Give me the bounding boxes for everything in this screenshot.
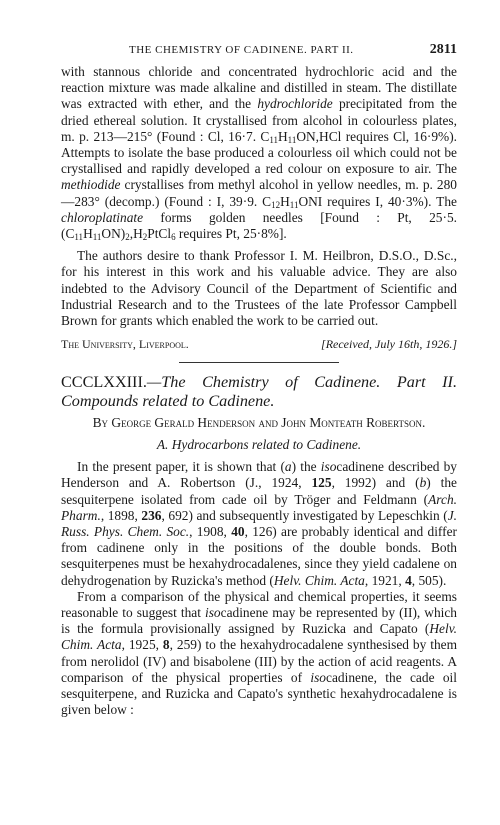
- section-heading: A. Hydrocarbons related to Cadinene.: [156, 437, 362, 453]
- intro-paragraph: In the present paper, it is shown that (a) the isocadinene described by Henderson and A. Robertson (J., 1924, 125, 1992) and (b) the sesquiterpene isolated from cade oil by Tröger and Feldmann (Arch. Pharm., 1898, 236, 692) and subsequently investigated by Lepeschkin (J. Russ. Phys. Chem. Soc., 1908, 40, 126) are probably identical and differ from cadinene only in the positions of the double bonds. Both sesquiterpenes must be hexahydrocadalenes, since they yield cadalene on dehydrogenation by Ruzicka's method (Helv. Chim. Acta, 1921, 4, 505).: [61, 459, 458, 588]
- signoff: [61, 337, 457, 352]
- acknowledgements-paragraph: The authors desire to thank Professor I. M. Heilbron, D.S.O., D.Sc., for his interest in this work and his valuable advice. They are also indebted to the Advisory Council of the Department of Scientific and Industrial Research and to the Trustees of the late Professor Campbell Brown for grants which enabled the work to be carried out.: [61, 248, 457, 329]
- section-divider: [179, 362, 339, 363]
- article-number: CCCLXXIII.: [61, 373, 147, 392]
- page-number: 2811: [429, 42, 457, 57]
- paragraph-continued: with stannous chloride and concentrated hydrochloric acid and the reaction mixture was made alkaline and distilled in steam. The distillate was extracted with ether, and the hydrochloride precipitated from the dried ethereal solution. It crystallised from alcohol in colourless plates, m. p. 213—215° (Found : Cl, 16·7. $C_{11}H_{11}ON,HCl$ requires Cl, 16·9%). Attempts to isolate the base produced a colourless oil which could not be crystallised and rapidly developed a red colour on exposure to air. The methiodide crystallises from methyl alcohol in yellow needles, m. p. 280—283° (decomp.) (Found : I, 39·9. $C_{12}H_{11}ONI$ requires I, 40·3%). The chloroplatinate forms golden needles [Found : Pt, 25·5. $(C_{11}H_{11}ON)_2,H_2PtCl_6$ requires Pt, 25·8%].: [61, 64, 458, 243]
- received-date: [Received, July 16th, 1926.]: [321, 337, 457, 352]
- running-title: THE CHEMISTRY OF CADINENE. PART II.: [129, 44, 354, 56]
- comparison-paragraph: From a comparison of the physical and chemical properties, it seems reasonable to suggest that isocadinene may be represented by (II), which is the formula provisionally assigned by Ruzicka and Capato (Helv. Chim. Acta, 1925, 8, 259) to the hexahydrocadalene synthesised by them from nerolidol (IV) and bisabolene (III) by the action of acid reagents. A comparison of the physical properties of isocadinene, the cade oil sesquiterpene, and Ruzicka and Capato's synthetic hexahydrocadalene is given below :: [61, 588, 458, 718]
- institution-line: The University, Liverpool.: [61, 337, 189, 352]
- article-authors: By George Gerald Henderson and John Monteath Robertson.: [92, 415, 426, 431]
- running-head: [61, 44, 457, 64]
- page: [61, 0, 457, 719]
- article-heading: [61, 373, 457, 411]
- article-title: —The Chemistry of Cadinene. Part II. Compounds related to Cadinene.: [61, 373, 457, 411]
